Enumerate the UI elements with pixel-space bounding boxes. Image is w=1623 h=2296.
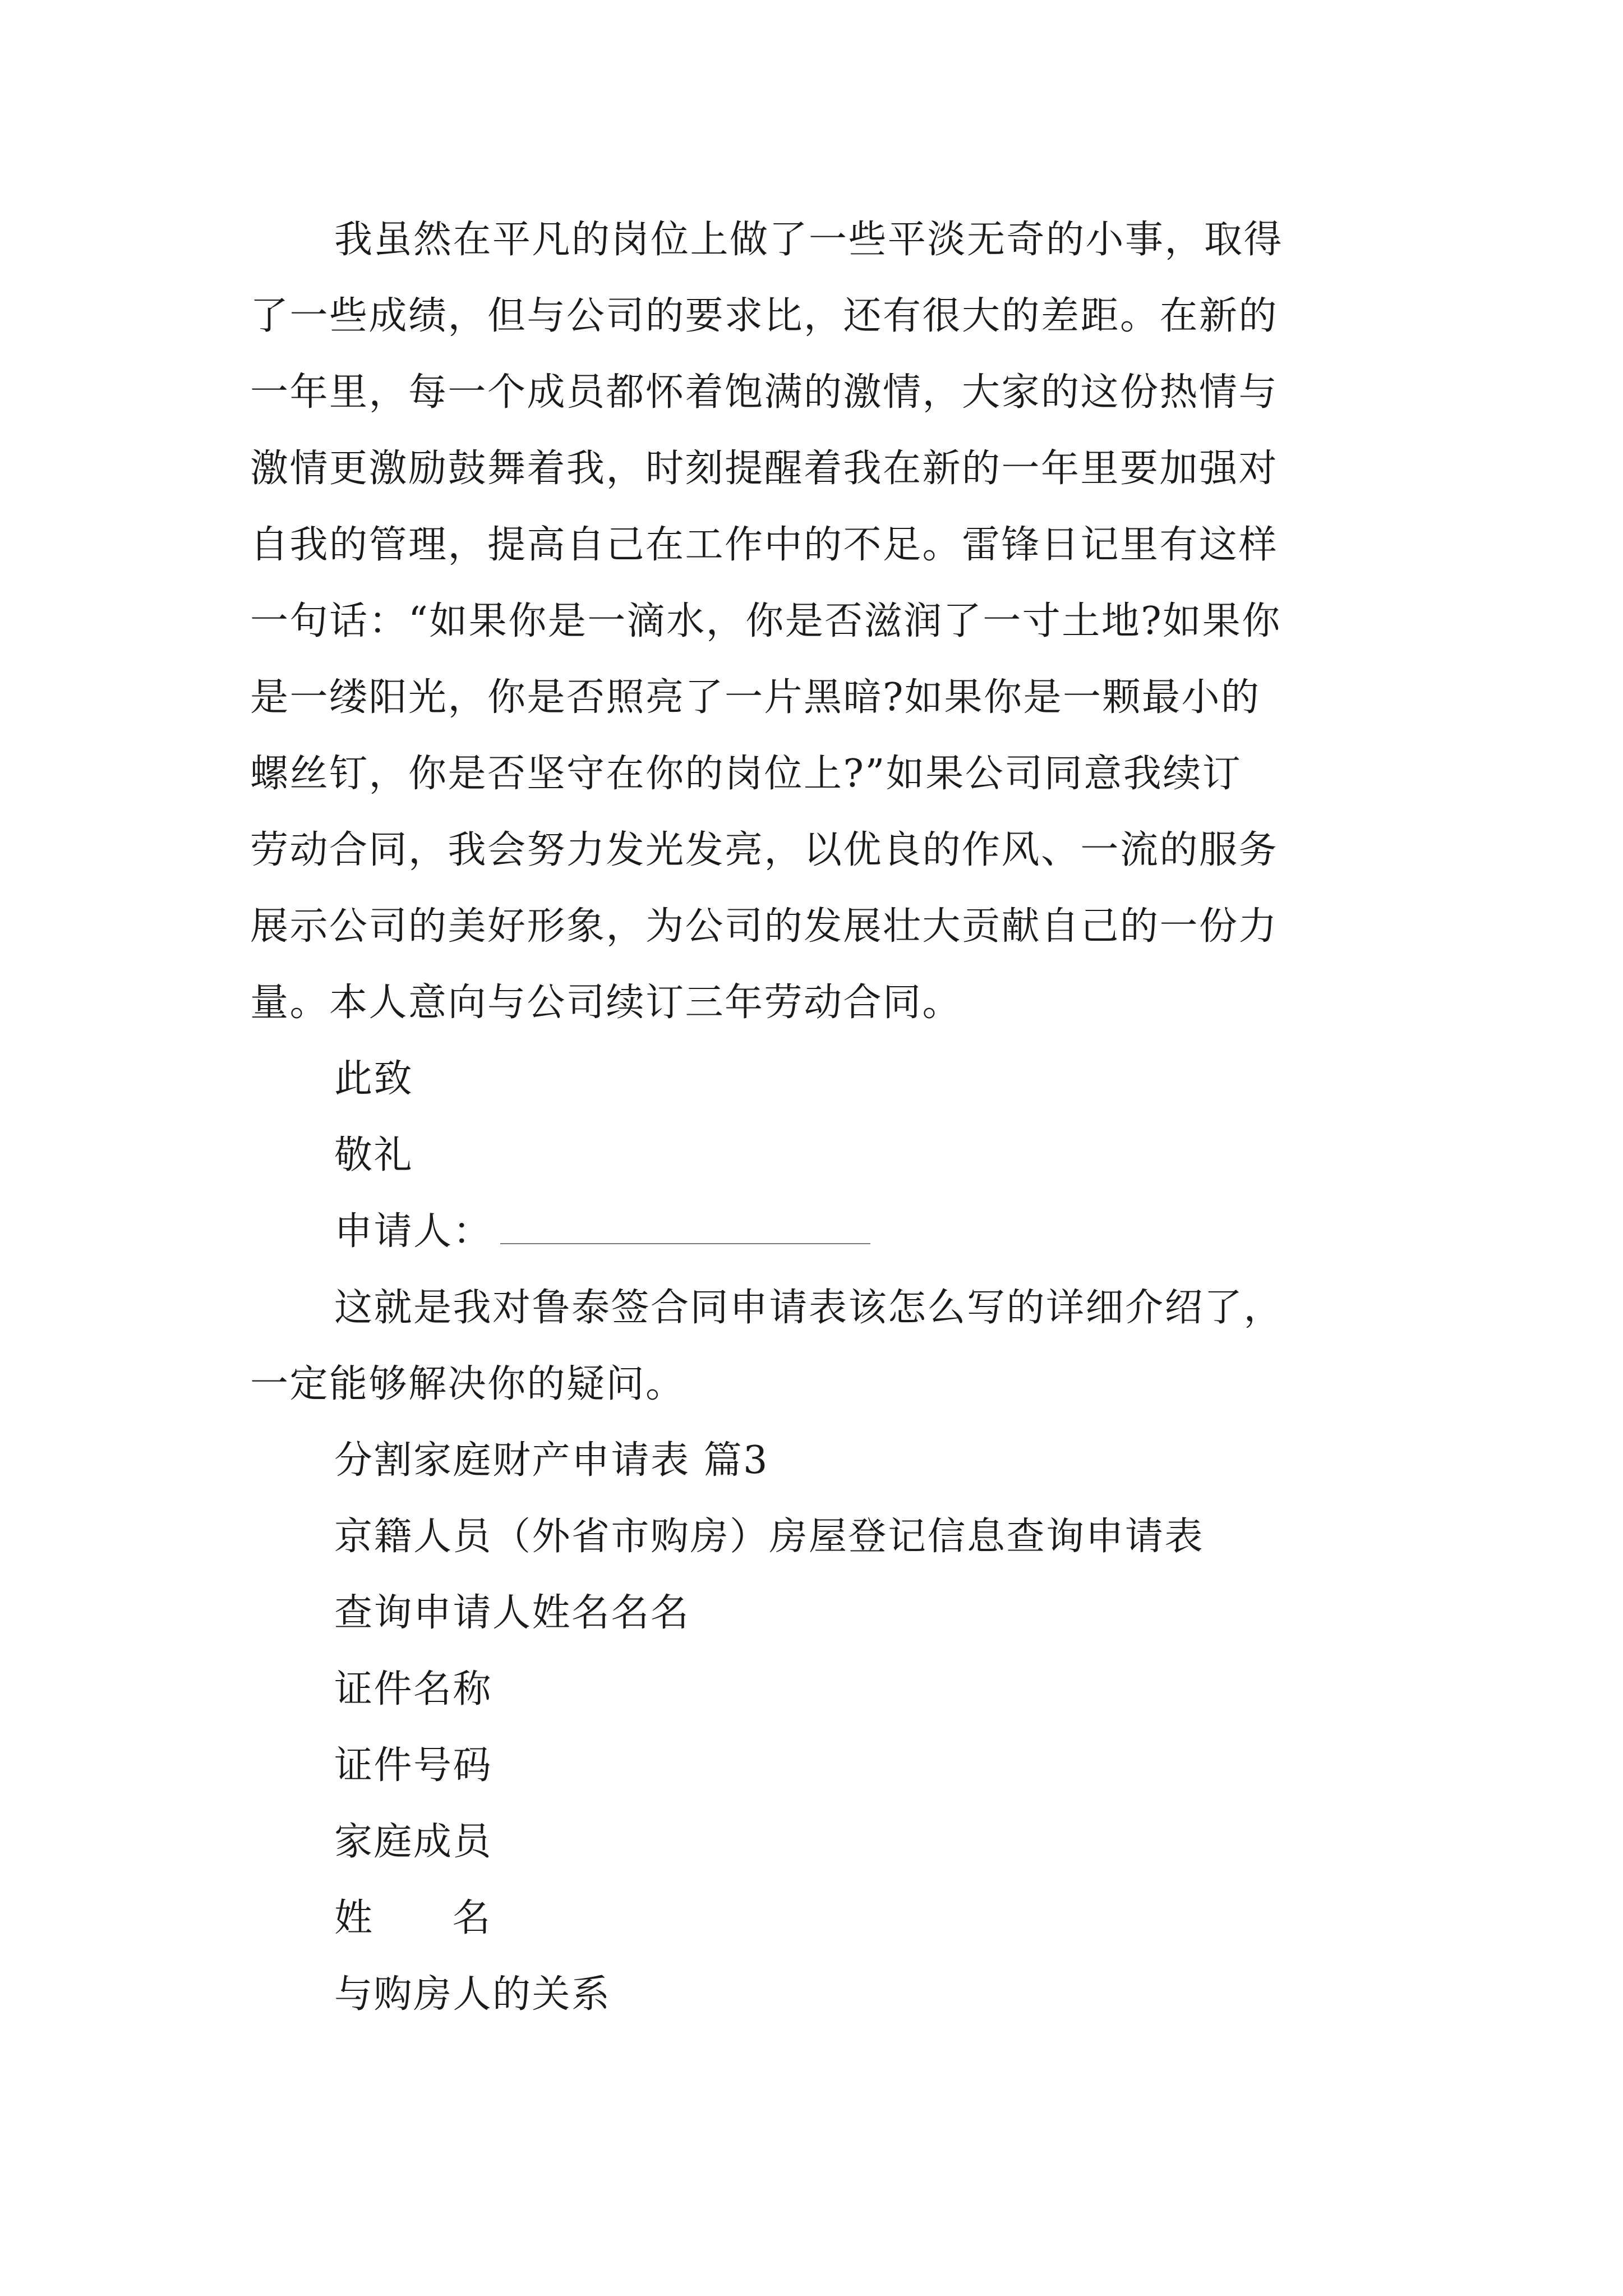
field-name-char-1: 姓 [334,1896,374,1940]
field-name [250,1880,1394,1957]
closing-cizhi: 此致 [334,1057,414,1101]
section-title: 分割家庭财产申请表 篇3 [334,1438,769,1483]
body-line: 激情更激励鼓舞着我，时刻提醒着我在新的一年里要加强对 [250,447,1279,491]
body-line: 一年里，每一个成员都怀着饱满的激情，大家的这份热情与 [250,370,1279,415]
field-family-members: 家庭成员 [334,1820,493,1864]
closing-jingli: 敬礼 [334,1133,414,1177]
body-line: 一句话：“如果你是一滴水，你是否滋润了一寸土地?如果你 [250,599,1281,643]
field-relation: 与购房人的关系 [334,1972,611,2017]
body-line: 了一些成绩，但与公司的要求比，还有很大的差距。在新的 [250,294,1279,338]
field-id-name: 证件名称 [334,1667,493,1711]
body-line: 螺丝钉，你是否坚守在你的岗位上?”如果公司同意我续订 [250,752,1242,796]
body-line: 是一缕阳光，你是否照亮了一片黑暗?如果你是一颗最小的 [250,675,1261,720]
field-name-char-2: 名 [452,1896,492,1940]
body-line: 量。本人意向与公司续订三年劳动合同。 [250,981,962,1025]
applicant-signature-line [250,1194,1394,1270]
field-applicant-name: 查询申请人姓名名名 [334,1591,690,1635]
body-line: 我虽然在平凡的岗位上做了一些平淡无奇的小事，取得 [334,218,1284,262]
field-id-number: 证件号码 [334,1743,493,1788]
summary-line: 这就是我对鲁泰签合同申请表该怎么写的详细介绍了， [334,1286,1284,1330]
applicant-label: 申请人： [334,1209,493,1254]
body-line: 劳动合同，我会努力发光发亮，以优良的作风、一流的服务 [250,828,1279,872]
body-line: 展示公司的美好形象，为公司的发展壮大贡献自己的一份力 [250,904,1279,949]
form-title: 京籍人员（外省市购房）房屋登记信息查询申请表 [334,1515,1205,1559]
document-body [250,202,1394,2033]
signature-blank [500,1214,870,1244]
summary-line: 一定能够解决你的疑问。 [250,1362,685,1406]
body-line: 自我的管理，提高自己在工作中的不足。雷锋日记里有这样 [250,523,1279,567]
